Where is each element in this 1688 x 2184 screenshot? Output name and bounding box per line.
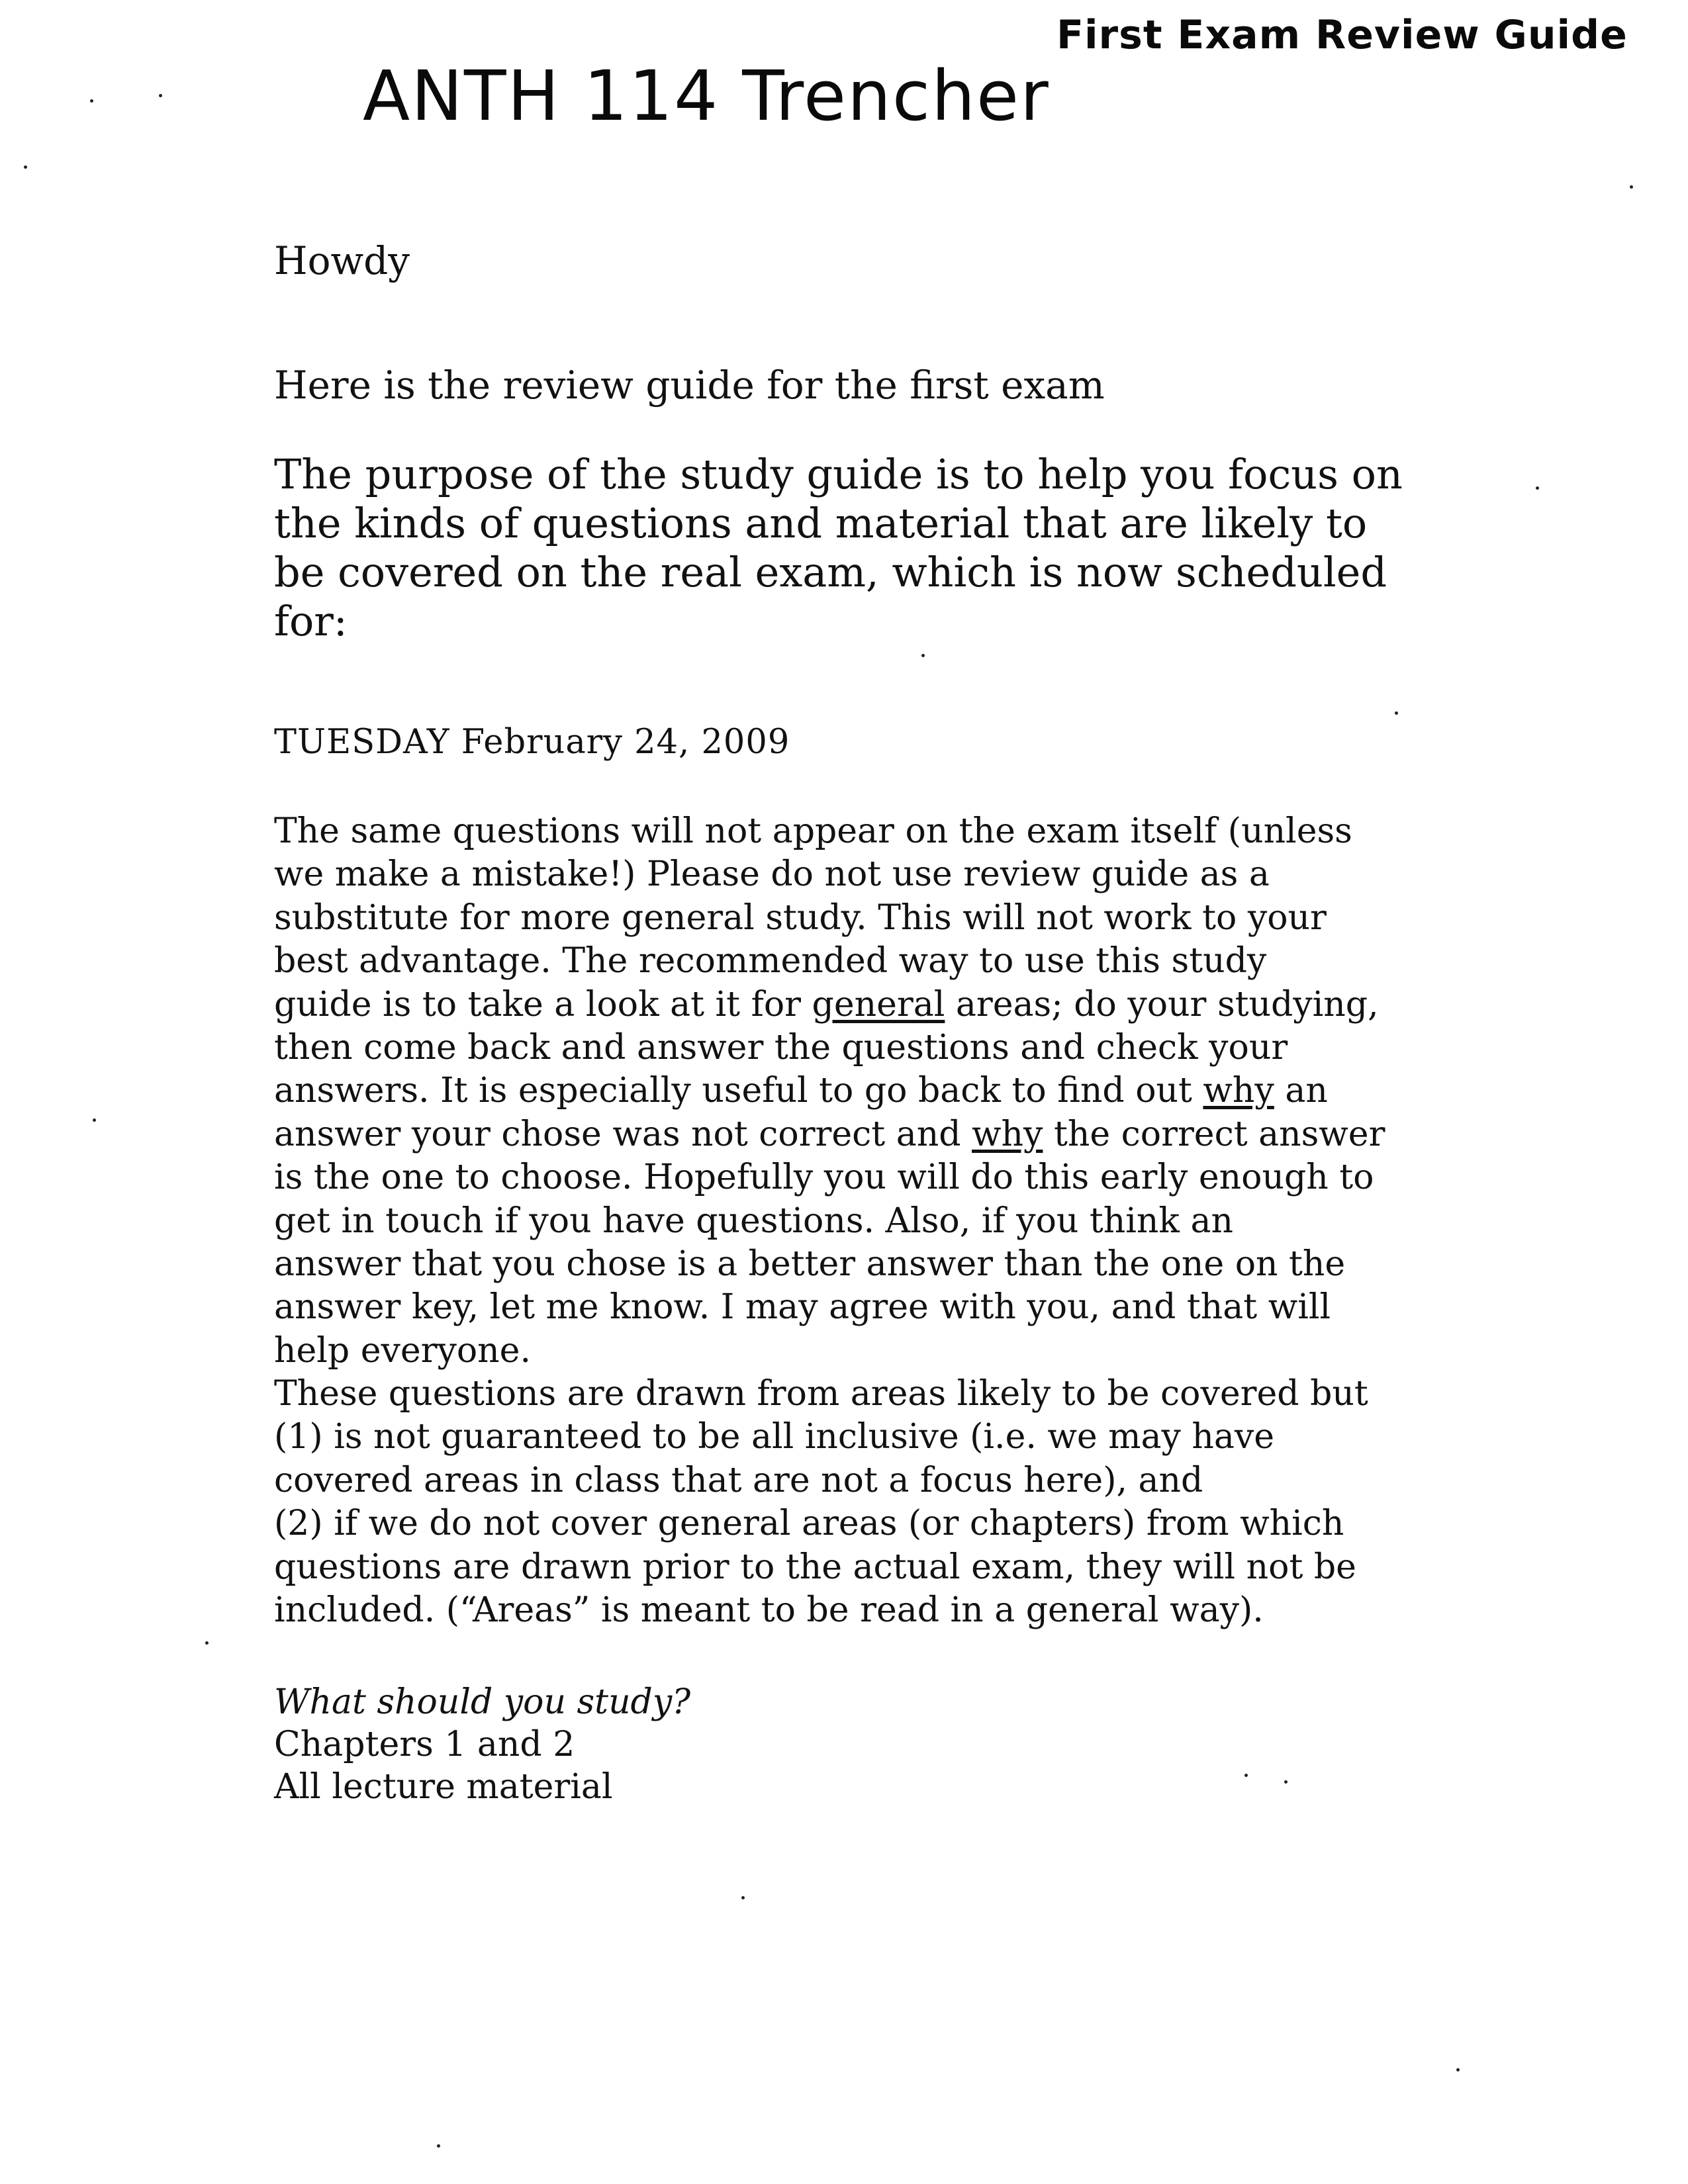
text-run: the correct answer — [1043, 1114, 1385, 1154]
paragraph-line: then come back and answer the questions and check your — [274, 1028, 1288, 1068]
scan-speck — [90, 99, 93, 103]
study-item: All lecture material — [274, 1767, 613, 1807]
scan-speck — [921, 654, 925, 657]
scan-speck — [437, 2144, 440, 2148]
paragraph-line: answer that you chose is a better answer than the one on the — [274, 1244, 1346, 1285]
paragraph-line: best advantage. The recommended way to use this study — [274, 941, 1267, 981]
scan-speck — [1456, 2068, 1460, 2071]
paragraph-line: The same questions will not appear on the exam itself (unless — [274, 811, 1352, 851]
paragraph-line: (1) is not guaranteed to be all inclusive (i.e. we may have — [274, 1417, 1275, 1457]
scan-speck — [1536, 486, 1539, 490]
purpose-line: the kinds of questions and material that are likely to — [274, 499, 1368, 547]
paragraph-line — [274, 1069, 1385, 1113]
scan-speck — [1244, 1774, 1248, 1777]
scan-speck — [205, 1641, 209, 1645]
paragraph-line: help everyone. — [274, 1330, 531, 1371]
text-run: guide is to take a look at it for — [274, 984, 812, 1024]
review-guide-title: First Exam Review Guide — [1056, 12, 1628, 58]
paragraph-line — [274, 1113, 1385, 1156]
study-section — [274, 1681, 690, 1808]
paragraph-line — [274, 983, 1385, 1026]
paragraph-line: get in touch if you have questions. Also, if you think an — [274, 1201, 1233, 1241]
purpose-paragraph — [274, 450, 1403, 646]
text-run: answers. It is especially useful to go back to find out — [274, 1071, 1203, 1111]
underlined-word: why — [972, 1114, 1043, 1154]
greeting: Howdy — [274, 238, 410, 283]
paragraph-line: is the one to choose. Hopefully you will do this early enough to — [274, 1158, 1374, 1198]
underlined-word: general — [812, 984, 945, 1024]
study-item: Chapters 1 and 2 — [274, 1725, 575, 1764]
scan-speck — [159, 94, 162, 97]
study-question: What should you study? — [274, 1682, 691, 1722]
text-run: areas; do your studying, — [945, 984, 1379, 1024]
scan-speck — [24, 165, 27, 169]
exam-date: TUESDAY February 24, 2009 — [274, 723, 790, 762]
scan-speck — [741, 1896, 745, 1899]
scan-speck — [1630, 185, 1633, 189]
scan-speck — [1395, 711, 1398, 715]
text-run: an — [1274, 1071, 1328, 1111]
purpose-line: be covered on the real exam, which is now scheduled — [274, 548, 1387, 596]
paragraph-line: we make a mistake!) Please do not use review guide as a — [274, 854, 1270, 895]
paragraph-line: questions are drawn prior to the actual exam, they will not be — [274, 1547, 1356, 1587]
paragraph-line: included. (“Areas” is meant to be read in a general way). — [274, 1590, 1264, 1631]
intro-line: Here is the review guide for the first exam — [274, 363, 1105, 408]
purpose-line: for: — [274, 597, 348, 645]
paragraph-line: answer key, let me know. I may agree with you, and that will — [274, 1287, 1331, 1328]
underlined-word: why — [1203, 1071, 1274, 1111]
paragraph-line: These questions are drawn from areas likely to be covered but — [274, 1374, 1368, 1414]
coverage-paragraph — [274, 1373, 1368, 1632]
text-run: answer your chose was not correct and — [274, 1114, 972, 1154]
purpose-line: The purpose of the study guide is to help you focus on — [274, 450, 1403, 498]
paragraph-line: (2) if we do not cover general areas (or chapters) from which — [274, 1504, 1344, 1544]
paragraph-line: substitute for more general study. This will not work to your — [274, 897, 1327, 938]
instructions-paragraph — [274, 810, 1385, 1373]
scan-speck — [93, 1118, 96, 1122]
course-title: ANTH 114 Trencher — [363, 56, 1050, 136]
scan-speck — [1284, 1780, 1288, 1784]
paragraph-line: covered areas in class that are not a focus here), and — [274, 1460, 1203, 1500]
